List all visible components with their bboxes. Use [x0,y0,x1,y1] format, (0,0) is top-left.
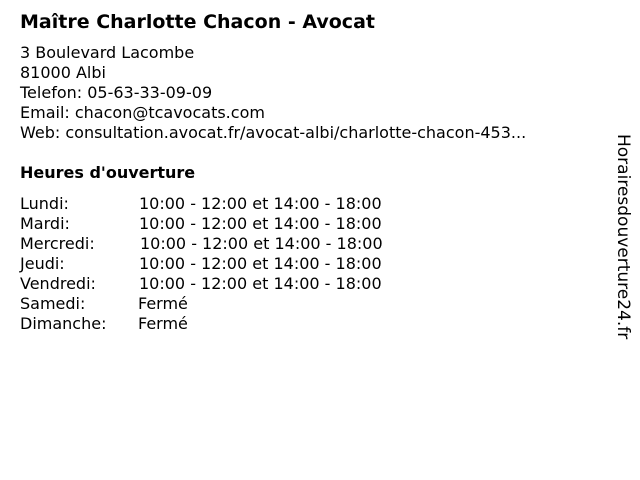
hours-day: Mardi: [20,214,70,233]
phone-number: Telefon: 05-63-33-09-09 [20,83,213,102]
hours-time: 10:00 - 12:00 et 14:00 - 18:00 [139,254,382,273]
hours-day: Mercredi: [20,234,95,253]
contact-block [20,43,526,143]
hours-time: 10:00 - 12:00 et 14:00 - 18:00 [139,214,382,233]
street-address: 3 Boulevard Lacombe [20,43,195,62]
side-brand-watermark [613,134,633,374]
side-brand-text: Horairesdouverture24.fr [613,134,633,340]
hours-time: Fermé [138,294,188,313]
hours-day: Jeudi: [20,254,65,273]
website-url: Web: consultation.avocat.fr/avocat-albi/charlotte-chacon-453... [20,123,527,142]
city-address: 81000 Albi [20,63,106,82]
hours-time: Fermé [138,314,188,333]
hours-day: Vendredi: [20,274,96,293]
hours-day: Dimanche: [20,314,107,333]
hours-day: Lundi: [20,194,69,213]
email-address: Email: chacon@tcavocats.com [20,103,265,122]
hours-time: 10:00 - 12:00 et 14:00 - 18:00 [140,234,383,253]
hours-time: 10:00 - 12:00 et 14:00 - 18:00 [139,194,382,213]
page-title: Maître Charlotte Chacon - Avocat [20,11,375,33]
hours-heading: Heures d'ouverture [20,163,196,182]
hours-time: 10:00 - 12:00 et 14:00 - 18:00 [139,274,382,293]
hours-day: Samedi: [20,294,86,313]
